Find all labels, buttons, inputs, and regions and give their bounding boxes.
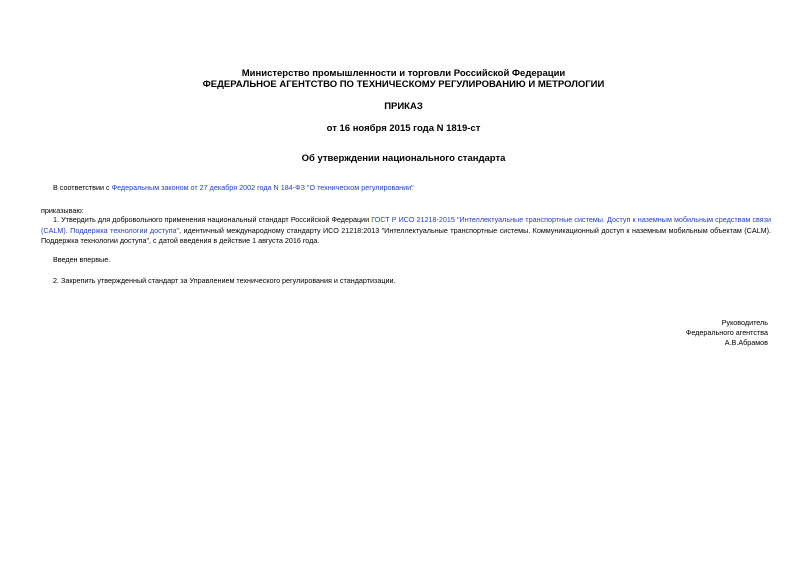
agency-heading: ФЕДЕРАЛЬНОЕ АГЕНТСТВО ПО ТЕХНИЧЕСКОМУ РЕГУЛИРОВАНИЮ И МЕТРОЛОГИИ — [202, 79, 605, 90]
ministry-heading: Министерство промышленности и торговли Российской Федерации — [241, 68, 566, 79]
gost-standard-link[interactable]: ГОСТ Р ИСО 21218-2015 "Интеллектуальные транспортные системы. Доступ к наземным мобильным средствам связи (CALM). Поддержка технологии доступа" — [41, 215, 771, 235]
signature-organization: Федерального агентства — [685, 328, 768, 337]
document-subject: Об утверждении национального стандарта — [301, 153, 506, 164]
order-item-2: 2. Закрепить утвержденный стандарт за Управлением технического регулирования и стандартизации. — [53, 276, 396, 285]
signature-name: А.В.Абрамов — [724, 338, 768, 347]
federal-law-link[interactable]: Федеральным законом от 27 декабря 2002 года N 184-ФЗ "О техническом регулировании" — [111, 183, 414, 192]
introduced-note: Введен впервые. — [53, 255, 111, 264]
document-date-number: от 16 ноября 2015 года N 1819-ст — [326, 123, 481, 134]
document-type: ПРИКАЗ — [384, 101, 423, 112]
item1-prefix: 1. Утвердить для добровольного применения национальный стандарт Российской Федерации — [53, 215, 372, 224]
order-item-1 — [41, 215, 771, 247]
signature-position: Руководитель — [721, 318, 768, 327]
intro-prefix: В соответствии с — [53, 183, 112, 192]
orders-text: приказываю: — [41, 206, 84, 215]
intro-paragraph — [53, 183, 771, 194]
item1-suffix: , идентичный международному стандарту ИСО 21218:2013 "Интеллектуальные транспортные системы. Коммуникационный доступ к наземным мобильным объектам (CALM). Поддержка технологии доступа", с датой введения в действие 1 августа 2016 года. — [41, 225, 771, 245]
